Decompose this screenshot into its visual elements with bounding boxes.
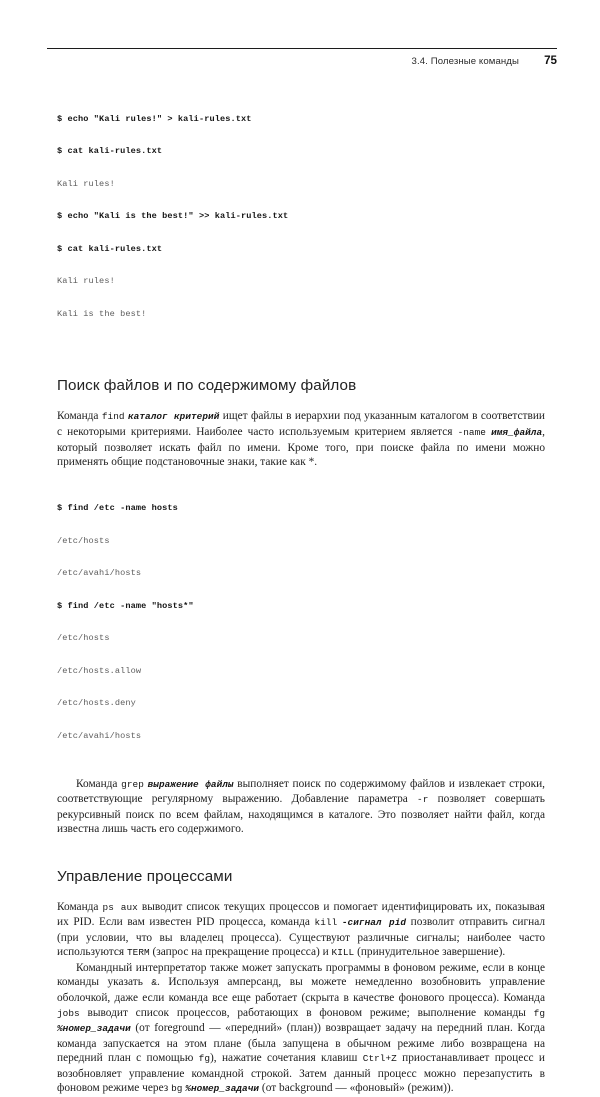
inline-code-jobs: jobs	[57, 1007, 80, 1019]
code-block-terminal-echo	[57, 92, 545, 341]
header-line	[47, 54, 557, 67]
paragraph-grep-command	[57, 777, 545, 837]
inline-code-term: TERM	[126, 947, 150, 959]
paragraph-background-jobs	[57, 961, 545, 1097]
inline-code-italic-params: каталог критерий	[128, 411, 220, 423]
code-line: $ find /etc -name hosts	[57, 503, 178, 514]
header-rule	[47, 48, 557, 49]
text-run: Команда	[57, 900, 103, 913]
inline-code-ampersand: &	[151, 977, 158, 989]
inline-code-bg: bg	[171, 1083, 183, 1095]
text-run: приостанавливает процесс и возобновляет управление командной строкой. Затем данный процесс можно перезапустить в фоновом режиме через	[57, 1052, 546, 1095]
text-run: Команда	[76, 777, 122, 790]
inline-code-name-option: -name	[457, 426, 486, 438]
inline-code-kill-signal: KILL	[331, 947, 355, 959]
code-line: $ find /etc -name "hosts*"	[57, 600, 194, 611]
text-run: . Используя амперсанд, вы можете немедленно возобновить управление оболочкой, даже если команда все еще работает (скрыта в качестве фонового процесса). Команда	[57, 976, 545, 1004]
code-line: $ cat kali-rules.txt	[57, 243, 163, 254]
inline-code-italic-filename: имя_файла	[491, 426, 543, 438]
paragraph-ps-kill	[57, 900, 545, 961]
text-run: позволяет совершать рекурсивный поиск по всем файлам, находящимся в каталоге. Это позволяет найти файл, когда известна лишь часть его содержимого.	[57, 793, 545, 836]
inline-code-ctrl-z: Ctrl+Z	[362, 1053, 397, 1065]
inline-code-fg: fg	[533, 1007, 545, 1019]
code-line: /etc/hosts	[57, 633, 110, 644]
text-run: (принудительное завершение).	[354, 946, 506, 959]
code-line: /etc/hosts.deny	[57, 698, 136, 709]
paragraph-find-command	[57, 409, 545, 469]
code-line: $ cat kali-rules.txt	[57, 146, 163, 157]
inline-code-kill: kill	[314, 917, 338, 929]
running-head	[47, 48, 557, 67]
text-run: (запрос на прекращение процесса) и	[149, 946, 332, 959]
code-line: /etc/hosts.allow	[57, 665, 142, 676]
code-line: Kali rules!	[57, 178, 115, 189]
text-column	[57, 92, 545, 1097]
text-run: , который позволяет искать файл по имени. Кроме того, при поиске файла по имени можно применять общие подстановочные знаки, такие как *.	[57, 425, 545, 469]
inline-code-find: find	[101, 411, 125, 423]
code-line: $ echo "Kali is the best!" >> kali-rules.txt	[57, 211, 289, 222]
text-run: ), нажатие сочетания клавиш	[210, 1052, 363, 1065]
inline-code-italic-job-number-fg: %номер_задачи	[57, 1023, 131, 1035]
section-heading-process-management: Управление процессами	[57, 867, 233, 885]
inline-code-fg-second: fg	[198, 1053, 211, 1065]
inline-code-ps-aux: ps aux	[102, 901, 138, 913]
text-run: (от foreground — «передний» (план)) возвращает задачу на передний план. Когда команда запускается на этом плане (была запущена в обычном режиме либо возвращена на передний план с помощью	[57, 1022, 545, 1065]
text-run: позволит отправить сигнал (при условии, что вы владелец процесса). Существуют различные сигналы; наиболее часто используются	[57, 916, 545, 959]
page-number: 75	[544, 54, 557, 68]
code-line: /etc/hosts	[57, 535, 110, 546]
inline-code-italic-signal-pid: -сигнал pid	[341, 917, 407, 929]
section-heading-find-files: Поиск файлов и по содержимому файлов	[57, 377, 357, 395]
code-line: $ echo "Kali rules!" > kali-rules.txt	[57, 113, 252, 124]
inline-code-italic-job-number-bg: %номер_задачи	[185, 1083, 260, 1095]
code-line: Kali is the best!	[57, 308, 147, 319]
inline-code-r-option: -r	[417, 794, 429, 806]
text-run: (от background — «фоновый» (режим)).	[259, 1082, 454, 1095]
code-line: Kali rules!	[57, 276, 115, 287]
text-run: выводит список процессов, работающих в фоновом режиме; выполнение команды	[79, 1006, 534, 1019]
text-run: выводит список текущих процессов и помогает идентифицировать их, показывая их PID. Если вам известен PID процесса, команда	[57, 900, 545, 929]
inline-code-grep: grep	[121, 778, 144, 790]
text-run: выполняет поиск по содержимому файлов и извлекает строки, соответствующие регулярному выражению. Добавление параметра	[57, 777, 545, 806]
text-run: Команда	[57, 410, 102, 423]
code-line: /etc/avahi/hosts	[57, 568, 142, 579]
code-block-terminal-find	[57, 482, 545, 764]
text-run: Командный интерпретатор также может запускать программы в фоновом режиме, если в конце команды указать	[57, 961, 545, 989]
text-run: ищет файлы в иерархии под указанным каталогом в соответствии с некоторыми критериями. Наиболее часто используемым критерием является	[57, 410, 545, 438]
code-line: /etc/avahi/hosts	[57, 731, 142, 741]
header-section-title: 3.4. Полезные команды	[411, 56, 519, 68]
inline-code-italic-grep-params: выражение файлы	[147, 778, 234, 790]
